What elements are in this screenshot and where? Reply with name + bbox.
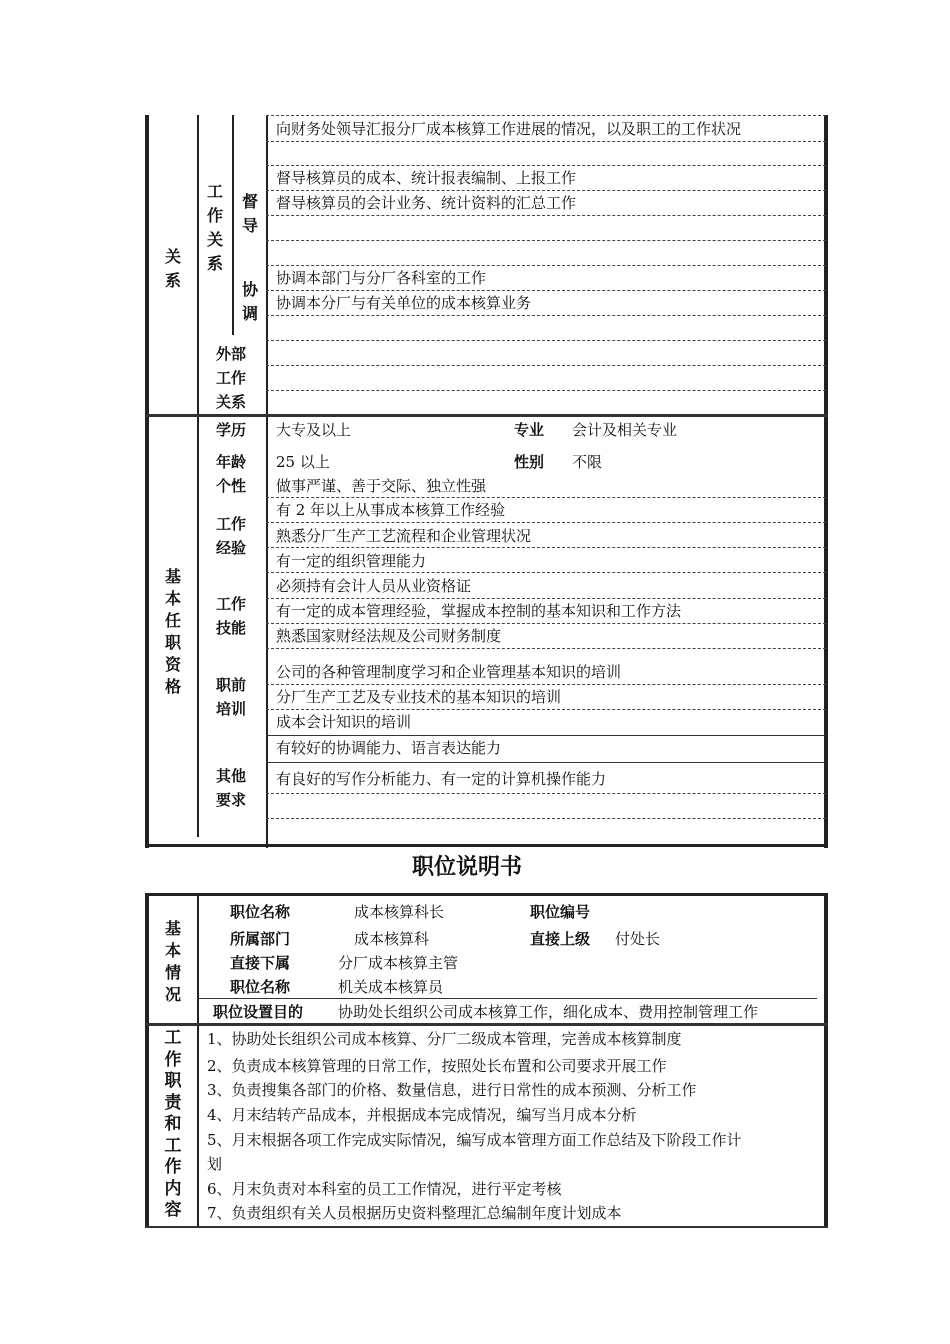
position-name2-label: 职位名称 xyxy=(230,978,291,996)
coordinate-item: 协调本分厂与有关单位的成本核算业务 xyxy=(276,294,532,312)
row-line xyxy=(266,315,826,316)
row-line xyxy=(266,735,826,736)
department-label: 所属部门 xyxy=(230,930,291,948)
external-label-3: 关系 xyxy=(216,393,247,411)
col-divider xyxy=(197,893,199,1228)
superior-value: 付处长 xyxy=(615,930,661,948)
basic-info-label: 基本情况 xyxy=(164,919,181,1004)
table-bottom-border xyxy=(145,1226,828,1228)
other-item: 有较好的协调能力、语言表达能力 xyxy=(276,739,502,757)
duty-item: 1、协助处长组织公司成本核算、分厂二级成本管理，完善成本核算制度 xyxy=(207,1030,682,1048)
row-line xyxy=(266,240,826,241)
position-name-value: 成本核算科长 xyxy=(354,903,445,921)
row-line xyxy=(266,265,826,266)
row-line xyxy=(266,165,826,166)
row-line xyxy=(266,215,826,216)
qualifications-label: 基本任职资格 xyxy=(164,567,181,696)
row-line xyxy=(266,793,826,794)
duty-item: 2、负责成本核算管理的日常工作，按照处长布置和公司要求开展工作 xyxy=(207,1057,667,1075)
superior-label: 直接上级 xyxy=(530,930,591,948)
coordinate-label: 协调 xyxy=(241,280,258,323)
table-right-border xyxy=(824,893,828,1228)
work-relations-label: 工作关系 xyxy=(206,182,223,273)
gender-value: 不限 xyxy=(572,453,603,471)
experience-label-2: 经验 xyxy=(216,539,247,557)
row-line xyxy=(266,623,826,624)
purpose-value: 协助处长组织公司成本核算工作，细化成本、费用控制管理工作 xyxy=(338,1003,759,1021)
table-left-border xyxy=(145,893,149,1228)
supervise-item: 督导核算员的成本、统计报表编制、上报工作 xyxy=(276,169,577,187)
document-title: 职位说明书 xyxy=(412,855,523,880)
duty-item: 6、月末负责对本科室的员工工作情况，进行平定考核 xyxy=(207,1180,562,1198)
experience-item: 有 2 年以上从事成本核算工作经验 xyxy=(276,501,506,519)
row-line xyxy=(266,365,826,366)
duty-item: 划 xyxy=(207,1155,223,1173)
training-label-1: 职前 xyxy=(216,676,247,694)
experience-item: 有一定的组织管理能力 xyxy=(276,552,427,570)
skills-item: 有一定的成本管理经验，掌握成本控制的基本知识和工作方法 xyxy=(276,602,682,620)
experience-item: 熟悉分厂生产工艺流程和企业管理状况 xyxy=(276,527,532,545)
position-no-label: 职位编号 xyxy=(530,903,591,921)
row-line xyxy=(266,115,826,116)
row-line xyxy=(266,141,826,142)
row-line xyxy=(266,709,826,710)
position-name2-value: 机关成本核算员 xyxy=(338,978,444,996)
major-label: 专业 xyxy=(514,421,545,439)
major-value: 会计及相关专业 xyxy=(572,421,678,439)
skills-item: 必须持有会计人员从业资格证 xyxy=(276,577,472,595)
other-label-1: 其他 xyxy=(216,767,247,785)
duty-item: 7、负责组织有关人员根据历史资料整理汇总编制年度计划成本 xyxy=(207,1204,622,1222)
col-divider-1 xyxy=(197,115,199,837)
relations-label: 关系 xyxy=(164,247,181,290)
row-line xyxy=(266,684,826,685)
row-line xyxy=(266,190,826,191)
education-label: 学历 xyxy=(216,421,247,439)
subordinate-label: 直接下属 xyxy=(230,954,291,972)
coordinate-item: 协调本部门与分厂各科室的工作 xyxy=(276,269,487,287)
table-right-border xyxy=(824,115,828,848)
personality-label: 个性 xyxy=(216,477,247,495)
supervise-item: 督导核算员的会计业务、统计资料的汇总工作 xyxy=(276,194,577,212)
age-label: 年龄 xyxy=(216,453,247,471)
other-item: 有良好的写作分析能力、有一定的计算机操作能力 xyxy=(276,770,607,788)
department-value: 成本核算科 xyxy=(354,930,430,948)
col-divider-3 xyxy=(266,115,268,848)
row-line xyxy=(266,290,826,291)
row-line xyxy=(266,340,826,341)
col-divider-2 xyxy=(232,115,234,335)
row-line xyxy=(266,648,826,649)
table-left-border xyxy=(145,115,149,848)
report-line: 向财务处领导汇报分厂成本核算工作进展的情况，以及职工的工作状况 xyxy=(276,120,742,138)
training-item: 成本会计知识的培训 xyxy=(276,713,412,731)
age-value: 25 以上 xyxy=(276,453,330,471)
table-bottom-border xyxy=(145,844,828,847)
duty-item: 3、负责搜集各部门的价格、数量信息，进行日常性的成本预测、分析工作 xyxy=(207,1081,697,1099)
training-item: 公司的各种管理制度学习和企业管理基本知识的培训 xyxy=(276,663,622,681)
personality-value: 做事严谨、善于交际、独立性强 xyxy=(276,477,487,495)
skills-item: 熟悉国家财经法规及公司财务制度 xyxy=(276,627,502,645)
position-name-label: 职位名称 xyxy=(230,903,291,921)
gender-label: 性别 xyxy=(514,453,545,471)
row-line xyxy=(266,762,826,763)
external-label-1: 外部 xyxy=(216,345,247,363)
table-top-border xyxy=(145,893,828,896)
row-line xyxy=(266,390,826,391)
other-label-2: 要求 xyxy=(216,791,247,809)
row-line xyxy=(266,497,826,498)
external-label-2: 工作 xyxy=(216,369,247,387)
row-line xyxy=(266,522,826,523)
subordinate-value: 分厂成本核算主管 xyxy=(338,954,459,972)
duties-label: 工作职责和工作内容 xyxy=(164,1028,182,1220)
duty-item: 5、月末根据各项工作完成实际情况，编写成本管理方面工作总结及下阶段工作计 xyxy=(207,1131,742,1149)
row-line xyxy=(266,598,826,599)
row-line xyxy=(266,547,826,548)
training-item: 分厂生产工艺及专业技术的基本知识的培训 xyxy=(276,688,562,706)
duty-item: 4、月末结转产品成本，并根据成本完成情况，编写当月成本分析 xyxy=(207,1106,637,1124)
education-value: 大专及以上 xyxy=(276,421,352,439)
section-divider xyxy=(145,414,828,417)
supervise-label: 督导 xyxy=(241,192,258,235)
skills-label-2: 技能 xyxy=(216,619,247,637)
experience-label-1: 工作 xyxy=(216,515,247,533)
row-line xyxy=(266,572,826,573)
row-line xyxy=(266,818,826,819)
purpose-label: 职位设置目的 xyxy=(213,1003,304,1021)
training-label-2: 培训 xyxy=(216,700,247,718)
skills-label-1: 工作 xyxy=(216,595,247,613)
